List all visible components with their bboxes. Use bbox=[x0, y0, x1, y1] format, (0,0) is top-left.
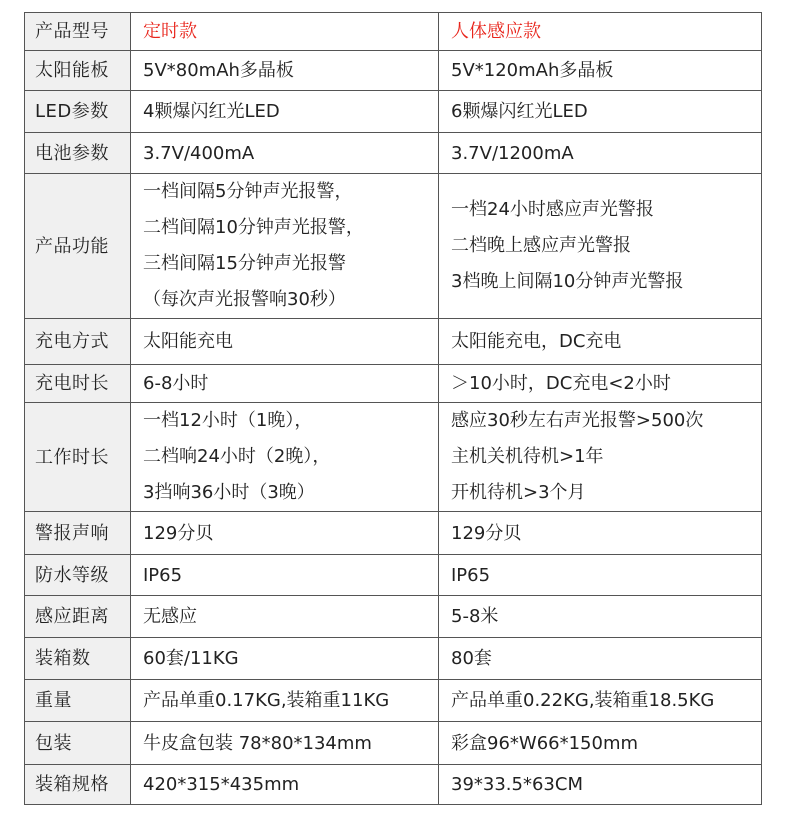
model-b-value-cell bbox=[439, 555, 762, 596]
model-b-value-cell bbox=[439, 512, 762, 555]
row-label: 防水等级 bbox=[25, 555, 131, 596]
spec-row bbox=[25, 722, 762, 765]
value-line: 5-8米 bbox=[451, 606, 499, 627]
model-a-value-cell bbox=[131, 638, 439, 680]
model-b-value-cell bbox=[439, 765, 762, 805]
spec-table bbox=[24, 12, 762, 805]
value-line: 牛皮盒包装 78*80*134mm bbox=[143, 732, 372, 754]
row-label: 感应距离 bbox=[25, 596, 131, 638]
value-line: 主机关机待机>1年 bbox=[451, 446, 604, 467]
model-b-value-cell bbox=[439, 638, 762, 680]
value-line: 产品单重0.22KG,装箱重18.5KG bbox=[451, 690, 715, 711]
value-line: 开机待机>3个月 bbox=[451, 482, 586, 503]
row-label: 产品功能 bbox=[25, 174, 131, 319]
row-label: 装箱数 bbox=[25, 638, 131, 680]
model-b-value-cell bbox=[439, 174, 762, 319]
value-line: 一档24小时感应声光警报 bbox=[451, 199, 654, 220]
model-b-value-cell bbox=[439, 722, 762, 765]
value-line: 3.7V/1200mA bbox=[451, 142, 574, 164]
spec-table-body bbox=[25, 13, 762, 805]
model-a-value-cell bbox=[131, 680, 439, 722]
model-a-value-cell bbox=[131, 133, 439, 174]
value-line: 6-8小时 bbox=[143, 373, 209, 394]
value-line: 无感应 bbox=[143, 606, 197, 627]
spec-row bbox=[25, 133, 762, 174]
value-line: 3档晚上间隔10分钟声光警报 bbox=[451, 271, 684, 292]
value-line: 129分贝 bbox=[451, 522, 522, 544]
model-a-value-cell bbox=[131, 512, 439, 555]
row-label: 重量 bbox=[25, 680, 131, 722]
row-label: 充电方式 bbox=[25, 319, 131, 365]
model-b-value-cell bbox=[439, 133, 762, 174]
spec-row bbox=[25, 555, 762, 596]
value-line: 39*33.5*63CM bbox=[451, 774, 583, 795]
row-label: 警报声响 bbox=[25, 512, 131, 555]
spec-row bbox=[25, 680, 762, 722]
spec-row bbox=[25, 638, 762, 680]
value-line: IP65 bbox=[143, 564, 183, 586]
value-line: 三档间隔15分钟声光报警 bbox=[143, 253, 346, 274]
spec-row bbox=[25, 765, 762, 805]
row-label: 太阳能板 bbox=[25, 51, 131, 91]
spec-row bbox=[25, 512, 762, 555]
value-line: 420*315*435mm bbox=[143, 774, 300, 795]
spec-row bbox=[25, 91, 762, 133]
model-a-value-cell bbox=[131, 174, 439, 319]
model-a-value-cell bbox=[131, 765, 439, 805]
row-label: 充电时长 bbox=[25, 365, 131, 403]
spec-row bbox=[25, 596, 762, 638]
value-line: 太阳能充电，DC充电 bbox=[451, 331, 622, 352]
spec-row bbox=[25, 319, 762, 365]
row-label: 包装 bbox=[25, 722, 131, 765]
model-a-value-cell bbox=[131, 722, 439, 765]
value-line: 一档间隔5分钟声光报警， bbox=[143, 181, 353, 202]
row-label: 工作时长 bbox=[25, 403, 131, 512]
value-line: 4颗爆闪红光LED bbox=[143, 101, 280, 122]
model-b-value-cell bbox=[439, 403, 762, 512]
value-line: 太阳能充电 bbox=[143, 331, 233, 352]
value-line: 80套 bbox=[451, 648, 492, 669]
model-b-value-cell bbox=[439, 319, 762, 365]
value-line: 彩盒96*W66*150mm bbox=[451, 732, 639, 754]
value-line: 5V*120mAh多晶板 bbox=[451, 60, 614, 81]
model-a-value-cell bbox=[131, 596, 439, 638]
value-line: 3挡响36小时（3晚） bbox=[143, 482, 315, 503]
value-line: 产品单重0.17KG,装箱重11KG bbox=[143, 690, 390, 711]
model-b-value-cell bbox=[439, 91, 762, 133]
spec-row bbox=[25, 365, 762, 403]
value-line: 6颗爆闪红光LED bbox=[451, 101, 588, 122]
model-a-value-cell bbox=[131, 91, 439, 133]
value-line: 一档12小时（1晚）， bbox=[143, 410, 313, 431]
value-line: 3.7V/400mA bbox=[143, 142, 255, 164]
model-a-value-cell bbox=[131, 365, 439, 403]
value-line: 二档响24小时（2晚）， bbox=[143, 446, 331, 467]
model-b-value-cell bbox=[439, 680, 762, 722]
model-a-value-cell bbox=[131, 403, 439, 512]
model-a-value-cell bbox=[131, 51, 439, 91]
value-line: 5V*80mAh多晶板 bbox=[143, 60, 294, 81]
spec-row bbox=[25, 51, 762, 91]
model-b-value-cell bbox=[439, 596, 762, 638]
model-b-value-cell bbox=[439, 51, 762, 91]
model-b-value-cell bbox=[439, 365, 762, 403]
value-line: 二档间隔10分钟声光报警， bbox=[143, 217, 364, 238]
model-a-value-cell bbox=[131, 319, 439, 365]
value-line: 二档晚上感应声光警报 bbox=[451, 235, 631, 256]
value-line: 129分贝 bbox=[143, 522, 214, 544]
row-label: 装箱规格 bbox=[25, 765, 131, 805]
model-a-value-cell bbox=[131, 555, 439, 596]
value-line: ＞10小时，DC充电<2小时 bbox=[451, 373, 671, 394]
header-label-cell: 产品型号 bbox=[25, 13, 131, 51]
spec-row bbox=[25, 174, 762, 319]
model-a-title: 定时款 bbox=[131, 13, 439, 51]
value-line: 60套/11KG bbox=[143, 648, 239, 669]
spec-row bbox=[25, 403, 762, 512]
model-b-title: 人体感应款 bbox=[439, 13, 762, 51]
value-line: IP65 bbox=[451, 564, 491, 586]
row-label: 电池参数 bbox=[25, 133, 131, 174]
row-label: LED参数 bbox=[25, 91, 131, 133]
value-line: 感应30秒左右声光报警>500次 bbox=[451, 410, 704, 431]
value-line: （每次声光报警响30秒） bbox=[143, 289, 346, 310]
header-row bbox=[25, 13, 762, 51]
